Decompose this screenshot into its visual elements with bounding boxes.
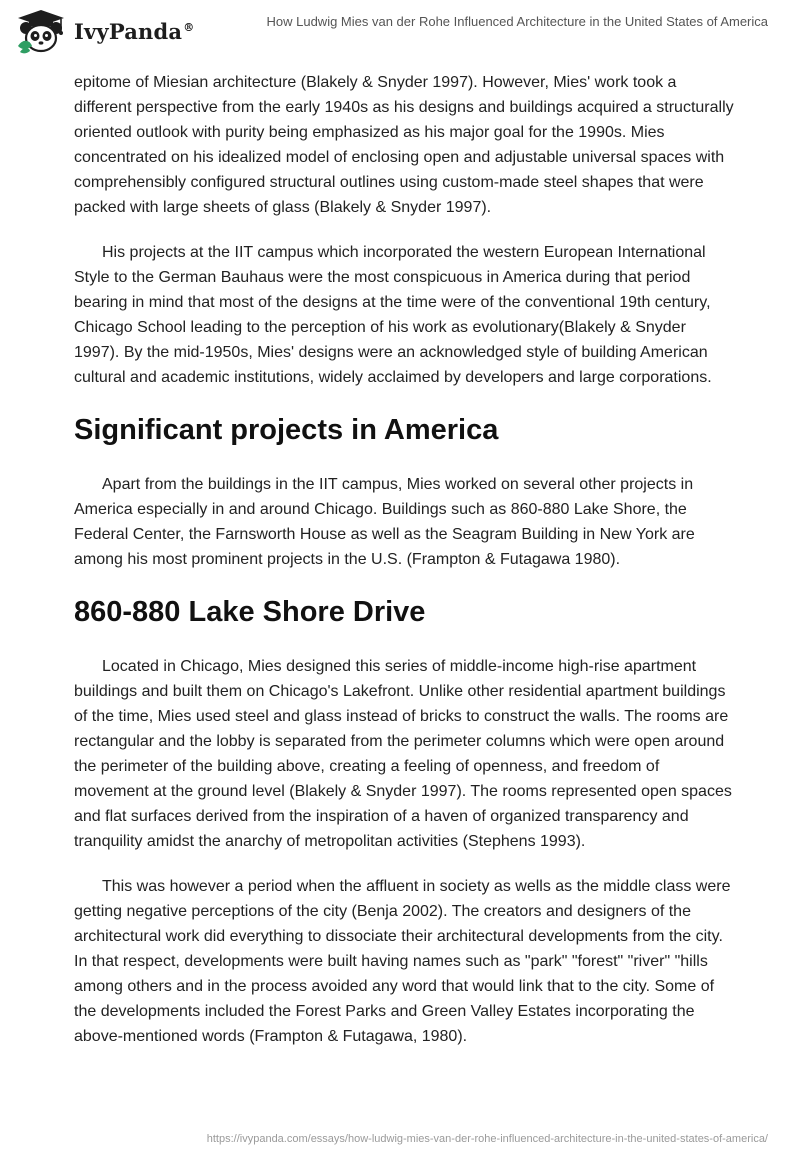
brand-name: IvyPanda® [74,18,195,44]
essay-body [74,70,734,1069]
paragraph-3: Apart from the buildings in the IIT campus, Mies worked on several other projects in America especially in and around Chicago. Buildings such as 860-880 Lake Shore, the Federal Center, the Farnsworth House as well as the Seagram Building in New York are among his most prominent projects in the U.S. (Frampton & Futagawa 1980). [74,476,695,568]
paragraph-4: Located in Chicago, Mies designed this series of middle-income high-rise apartment buildings and built them on Chicago's Lakefront. Unlike other residential apartment buildings of the time, Mies used steel and glass instead of bricks to construct the walls. The rooms are rectangular and the lobby is separated from the perimeter columns which were open around the perimeter of the building above, creating a feeling of openness, and freedom of movement at the ground level (Blakely & Snyder 1997). The rooms represented open spaces and flat surfaces derived from the inspiration of a haven of organized transparency and tranquility amidst the anarchy of metropolitan activities (Stephens 1993). [74,658,732,850]
source-url[interactable]: https://ivypanda.com/essays/how-ludwig-mies-van-der-rohe-influenced-architecture-in-the-united-states-of-america/ [206,1133,768,1145]
page-header [0,0,800,60]
section-heading-significant-projects: Significant projects in America [74,414,499,446]
ivypanda-logo[interactable] [14,8,194,54]
paragraph-5: This was however a period when the affluent in society as wells as the middle class were getting negative perceptions of the city (Benja 2002). The creators and designers of the architectural work did everything to dissociate their architectural developments from the city. In that respect, developments were built having names such as "park" "forest" "river" "hills among others and in the process avoided any word that would link that to the city. Some of the developments included the Forest Parks and Green Valley Estates incorporating the above-mentioned words (Frampton & Futagawa, 1980). [74,878,731,1045]
paragraph-2: His projects at the IIT campus which incorporated the western European International Style to the German Bauhaus were the most conspicuous in America during that period bearing in mind that most of the designs at the time were of the conventional 19th century, Chicago School leading to the perception of his work as evolutionary(Blakely & Snyder 1997). By the mid-1950s, Mies' designs were an acknowledged style of building American cultural and academic institutions, widely acclaimed by developers and large corporations. [74,244,712,386]
document-title: How Ludwig Mies van der Rohe Influenced Architecture in the United States of America [266,14,768,29]
paragraph-1: epitome of Miesian architecture (Blakely & Snyder 1997). However, Mies' work took a different perspective from the early 1940s as his designs and buildings acquired a structurally oriented outlook with purity being emphasized as his major goal for the 1990s. Mies concentrated on his idealized model of enclosing open and adjustable universal spaces with comprehensibly configured structural outlines using custom-made steel shapes that were packed with large sheets of glass (Blakely & Snyder 1997). [74,74,734,216]
panda-graduate-icon [14,8,68,54]
section-heading-lake-shore-drive: 860-880 Lake Shore Drive [74,596,426,628]
